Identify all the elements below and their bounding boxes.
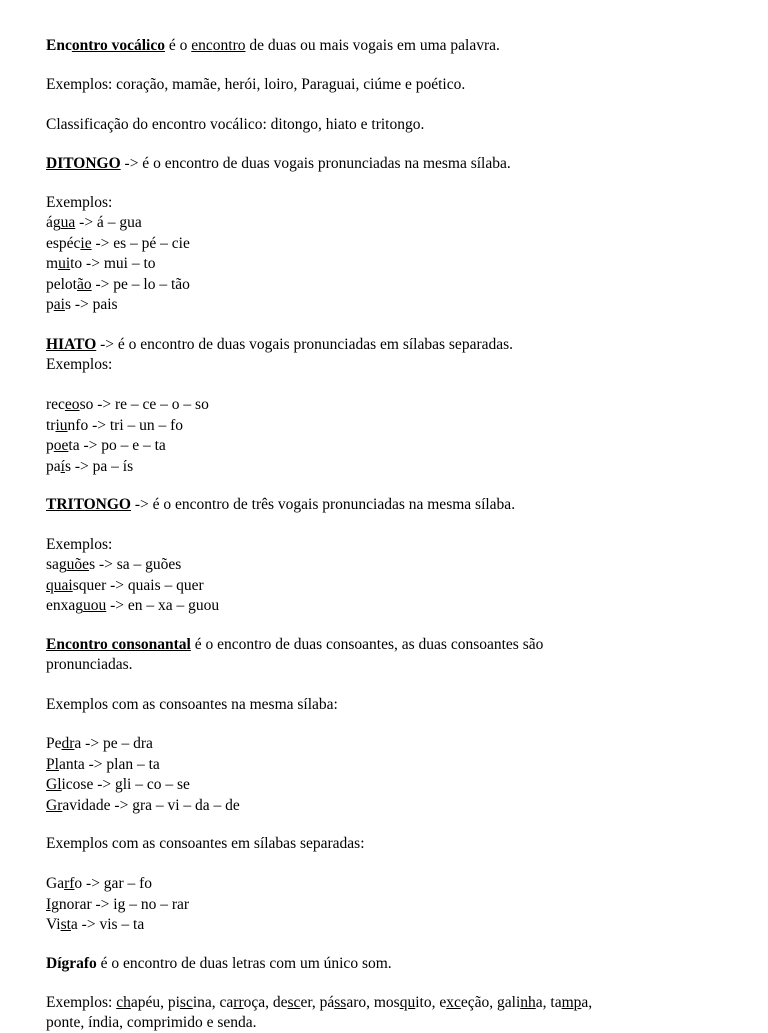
- classification-line: Classificação do encontro vocálico: ditongo, hiato e tritongo.: [46, 116, 425, 133]
- consonantal-separate-label: Exemplos com as consoantes em sílabas separadas:: [46, 835, 365, 852]
- encontro-link[interactable]: [191, 37, 245, 54]
- example-item: [46, 436, 166, 456]
- example-highlight: st: [60, 916, 71, 933]
- example-text: p: [46, 296, 54, 313]
- example-highlight: Pl: [46, 755, 59, 773]
- example-highlight: eo: [64, 396, 80, 413]
- intro-mid: é o: [164, 37, 192, 54]
- example-item: [46, 555, 181, 575]
- example-item: [46, 576, 204, 596]
- consonantal-heading-line: [46, 635, 543, 655]
- example-text: a -> vis – ta: [70, 916, 145, 933]
- intro-rest: de duas ou mais vogais em uma palavra.: [245, 37, 500, 54]
- example-text: -> pe – lo – tão: [91, 275, 190, 293]
- digrafo-example-word: [374, 994, 432, 1011]
- example-text: ta: [550, 994, 562, 1011]
- separator: ,: [542, 994, 551, 1011]
- example-item: [46, 416, 183, 436]
- example-highlight: oe: [53, 437, 69, 454]
- example-highlight: uou: [83, 597, 107, 614]
- digrafo-example-word: [273, 994, 312, 1011]
- example-item: [46, 915, 144, 935]
- consonantal-definition: é o encontro de duas consoantes, as duas consoantes são: [190, 636, 544, 653]
- example-text: enxag: [46, 597, 84, 614]
- example-text: rec: [46, 396, 65, 413]
- separator: ,: [366, 994, 374, 1011]
- example-text: Vi: [46, 916, 61, 933]
- examples-line: Exemplos: coração, mamãe, herói, loiro, Paraguai, ciúme e poético.: [46, 76, 466, 93]
- ditongo-examples-label: Exemplos:: [46, 194, 113, 211]
- example-text: pelot: [46, 275, 77, 293]
- example-text: espéc: [46, 234, 81, 252]
- example-highlight: ua: [60, 214, 76, 231]
- example-item: [46, 234, 190, 254]
- digraph-highlight: sc: [179, 994, 193, 1011]
- link-part: ontro: [212, 37, 246, 54]
- example-highlight: ui: [58, 255, 71, 272]
- example-text: sag: [46, 556, 67, 573]
- tritongo-definition: -> é o encontro de três vogais pronunciadas na mesma sílaba.: [131, 496, 516, 513]
- example-item: [46, 254, 156, 274]
- example-text: er: [300, 994, 312, 1011]
- example-text: anta -> plan – ta: [58, 755, 160, 773]
- example-text: de: [272, 994, 288, 1011]
- tritongo-title: TRITONGO: [46, 496, 131, 513]
- example-item: [46, 874, 152, 894]
- digrafo-example-word: [220, 994, 266, 1011]
- example-text: squer -> quais – quer: [72, 576, 204, 594]
- example-text: norar -> ig – no – rar: [58, 895, 190, 913]
- digrafo-heading-line: [46, 954, 392, 974]
- digrafo-examples-line: [46, 993, 592, 1013]
- term-part-underlined: ontro vocálico: [71, 37, 165, 54]
- example-text: Pe: [46, 735, 62, 752]
- example-text: to -> mui – to: [70, 255, 156, 272]
- separator: ,: [588, 994, 593, 1011]
- example-text: aro: [346, 994, 367, 1011]
- example-highlight: dr: [61, 735, 75, 752]
- example-text: -> es – pé – cie: [91, 234, 190, 252]
- example-highlight: ie: [80, 234, 92, 252]
- example-text: -> á – gua: [75, 214, 142, 231]
- example-text: Ga: [46, 875, 65, 892]
- digrafo-example-word: [439, 994, 489, 1011]
- example-highlight: ão: [77, 275, 92, 293]
- example-text: ca: [219, 994, 234, 1011]
- example-text: tr: [46, 416, 56, 434]
- example-text: a -> pe – dra: [74, 735, 153, 752]
- separator: ,: [311, 994, 320, 1011]
- digraph-highlight: ch: [116, 994, 131, 1011]
- example-text: m: [46, 255, 59, 272]
- example-text: p: [46, 437, 54, 454]
- hiato-title: HIATO: [46, 336, 97, 353]
- digraph-highlight: mp: [561, 994, 582, 1011]
- ditongo-definition: -> é o encontro de duas vogais pronunciadas na mesma sílaba.: [120, 155, 511, 172]
- consonantal-title: Encontro consonantal: [46, 636, 191, 653]
- separator: ,: [489, 994, 498, 1011]
- example-text: gali: [497, 994, 521, 1011]
- example-text: s -> sa – guões: [89, 556, 182, 573]
- example-highlight: í: [60, 457, 65, 475]
- example-text: pi: [167, 994, 180, 1011]
- example-text: apéu: [130, 994, 161, 1011]
- digrafo-definition: é o encontro de duas letras com um único som.: [96, 955, 392, 972]
- example-highlight: iu: [55, 416, 68, 434]
- digrafo-example-word: [320, 994, 367, 1011]
- digrafo-example-word: [550, 994, 588, 1011]
- digrafo-example-word: [168, 994, 212, 1011]
- example-item: [46, 895, 189, 915]
- hiato-examples-label: Exemplos:: [46, 356, 113, 373]
- digraph-highlight: qu: [399, 994, 416, 1011]
- example-item: [46, 596, 219, 616]
- example-text: so -> re – ce – o – so: [79, 396, 209, 413]
- example-item: [46, 295, 118, 315]
- example-text: o -> gar – fo: [74, 875, 153, 892]
- example-highlight: uõe: [66, 556, 90, 573]
- term-encontro-vocalico: [46, 37, 165, 54]
- example-text: s -> pa – ís: [64, 457, 134, 475]
- example-item: [46, 734, 153, 754]
- example-item: [46, 755, 160, 775]
- hiato-definition: -> é o encontro de duas vogais pronunciadas em sílabas separadas.: [96, 336, 514, 353]
- example-text: icose -> gli – co – se: [61, 776, 190, 793]
- example-text: oça: [243, 994, 266, 1011]
- digraph-highlight: ss: [334, 994, 347, 1011]
- example-text: ito: [415, 994, 432, 1011]
- hiato-heading-line: [46, 335, 513, 355]
- example-highlight: rf: [64, 875, 75, 892]
- example-text: ina: [192, 994, 212, 1011]
- consonantal-same-label: Exemplos com as consoantes na mesma sílaba:: [46, 696, 338, 713]
- example-item: [46, 213, 142, 233]
- example-text: mos: [373, 994, 400, 1011]
- example-text: nfo -> tri – un – fo: [67, 416, 184, 434]
- tritongo-examples-label: Exemplos:: [46, 536, 113, 553]
- example-text: ta -> po – e – ta: [68, 437, 166, 454]
- example-text: eção: [460, 994, 490, 1011]
- tritongo-heading-line: [46, 495, 515, 515]
- example-highlight: Gl: [46, 776, 62, 793]
- example-text: ág: [46, 214, 61, 231]
- example-text: a: [581, 994, 589, 1011]
- digraph-highlight: nh: [520, 994, 536, 1011]
- example-highlight: Gr: [46, 796, 63, 814]
- example-item: [46, 457, 133, 477]
- example-text: a: [535, 994, 543, 1011]
- separator: ,: [265, 994, 273, 1011]
- separator: ,: [160, 994, 168, 1011]
- example-text: e: [439, 994, 447, 1011]
- separator: ,: [211, 994, 220, 1011]
- digrafo-examples-line-2: ponte, índia, comprimido e senda.: [46, 1014, 257, 1031]
- ditongo-title: DITONGO: [46, 155, 121, 172]
- example-item: [46, 796, 240, 816]
- example-item: [46, 275, 190, 295]
- example-text: pa: [46, 457, 61, 475]
- consonantal-definition-cont: pronunciadas.: [46, 656, 133, 673]
- ditongo-heading-line: [46, 154, 511, 174]
- example-text: pá: [319, 994, 335, 1011]
- digrafo-title: Dígrafo: [46, 955, 97, 972]
- example-item: [46, 395, 209, 415]
- digraph-highlight: sc: [287, 994, 301, 1011]
- example-highlight: ai: [53, 296, 65, 313]
- example-text: -> en – xa – guou: [106, 597, 220, 614]
- link-part: enc: [191, 37, 213, 54]
- digraph-highlight: rr: [233, 994, 244, 1011]
- separator: ,: [431, 994, 440, 1011]
- example-item: [46, 775, 190, 795]
- intro-line: [46, 36, 500, 56]
- example-highlight: Ig: [46, 895, 59, 913]
- example-text: avidade -> gra – vi – da – de: [62, 796, 240, 814]
- digrafo-example-word: [497, 994, 543, 1011]
- digrafo-examples-prefix: Exemplos:: [46, 994, 117, 1011]
- example-highlight: quai: [46, 576, 73, 594]
- digrafo-example-word: [116, 994, 160, 1011]
- example-text: s -> pais: [64, 296, 118, 313]
- term-part: Enc: [46, 37, 72, 54]
- digraph-highlight: xc: [446, 994, 461, 1011]
